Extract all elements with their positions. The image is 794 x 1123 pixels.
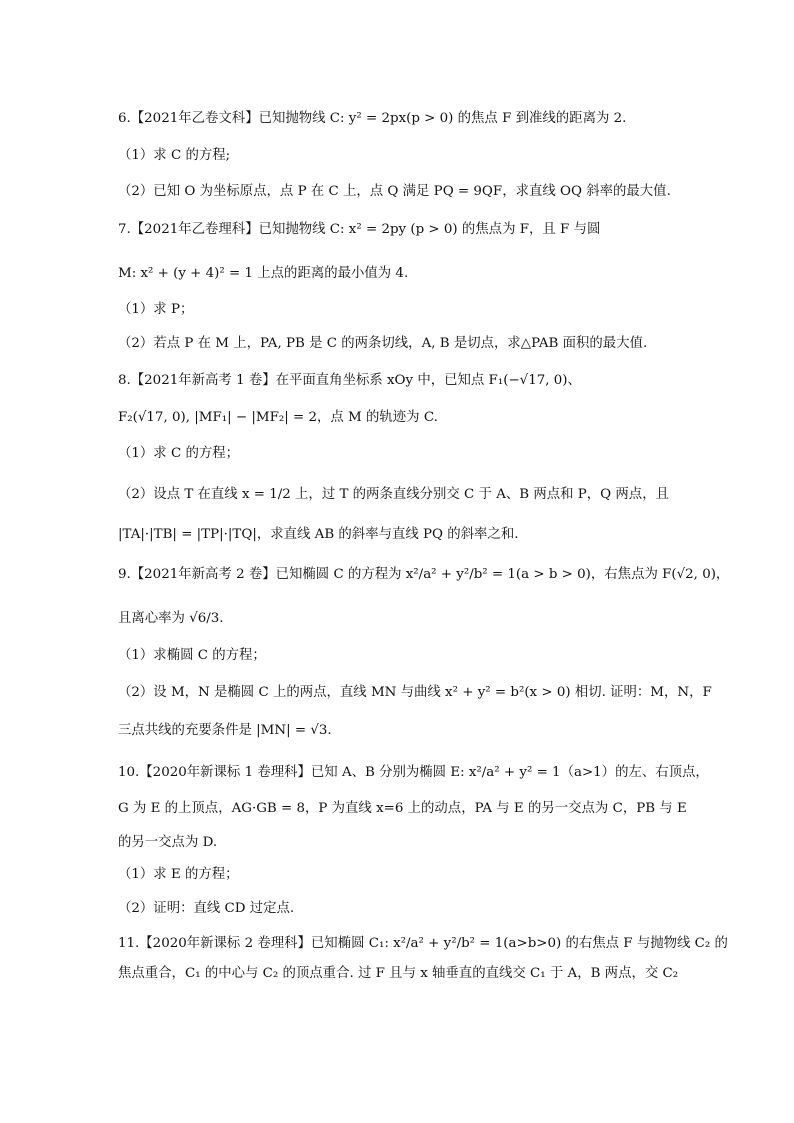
problem-6-part-2: （2）已知 O 为坐标原点，点 P 在 C 上，点 Q 满足 PQ = 9QF，求直线 OQ 斜率的最大值. — [118, 184, 671, 199]
problem-8-stem-line-1: 8.【2021年新高考 1 卷】在平面直角坐标系 xOy 中，已知点 F₁(−√17, 0)、 — [118, 373, 581, 388]
problem-9-stem-line-2: 且离心率为 √6/3. — [118, 611, 224, 626]
problem-10-part-1: （1）求 E 的方程； — [118, 867, 239, 882]
problem-7-stem-line-2: M: x² + (y + 4)² = 1 上点的距离的最小值为 4. — [118, 266, 409, 281]
problem-8-part-2-line-2: |TA|·|TB| = |TP|·|TQ|，求直线 AB 的斜率与直线 PQ 的斜率之和. — [118, 527, 519, 542]
problem-10-stem-line-3: 的另一交点为 D. — [118, 835, 218, 850]
problem-11-stem-line-2: 焦点重合，C₁ 的中心与 C₂ 的顶点重合. 过 F 且与 x 轴垂直的直线交 C₁ 于 A，B 两点，交 C₂ — [118, 966, 679, 981]
problem-8-part-1: （1）求 C 的方程； — [118, 446, 240, 461]
problem-11-stem-line-1: 11.【2020年新课标 2 卷理科】已知椭圆 C₁: x²/a² + y²/b² = 1(a>b>0) 的右焦点 F 与抛物线 C₂ 的 — [118, 936, 728, 951]
problem-10-part-2: （2）证明：直线 CD 过定点. — [118, 901, 295, 916]
problem-6-part-1: （1）求 C 的方程; — [118, 148, 231, 163]
problem-10-stem-line-1: 10.【2020年新课标 1 卷理科】已知 A、B 分别为椭圆 E: x²/a² + y² = 1（a>1）的左、右顶点， — [118, 765, 709, 780]
problem-10-stem-line-2: G 为 E 的上顶点，AG·GB = 8，P 为直线 x=6 上的动点，PA 与 E 的另一交点为 C，PB 与 E — [118, 801, 687, 816]
problem-8-part-2-line-1: （2）设点 T 在直线 x = 1/2 上，过 T 的两条直线分别交 C 于 A、B 两点和 P，Q 两点，且 — [118, 487, 669, 502]
problem-9-part-2-line-1: （2）设 M，N 是椭圆 C 上的两点，直线 MN 与曲线 x² + y² = b²(x > 0) 相切. 证明：M，N，F — [118, 685, 712, 700]
problem-9-part-2-line-2: 三点共线的充要条件是 |MN| = √3. — [118, 723, 332, 738]
problem-7-part-2: （2）若点 P 在 M 上，PA, PB 是 C 的两条切线，A, B 是切点，求△PAB 面积的最大值. — [118, 336, 648, 351]
problem-9-part-1: （1）求椭圆 C 的方程； — [118, 648, 266, 663]
problem-9-stem-line-1: 9.【2021年新高考 2 卷】已知椭圆 C 的方程为 x²/a² + y²/b² = 1(a > b > 0)，右焦点为 F(√2, 0)， — [118, 567, 730, 582]
problem-7-part-1: （1）求 P； — [118, 302, 194, 317]
problem-7-stem-line-1: 7.【2021年乙卷理科】已知抛物线 C: x² = 2py (p > 0) 的焦点为 F，且 F 与圆 — [118, 222, 601, 237]
problem-6-stem: 6.【2021年乙卷文科】已知抛物线 C: y² = 2px(p > 0) 的焦点 F 到准线的距离为 2. — [118, 111, 627, 126]
problem-8-stem-line-2: F₂(√17, 0), |MF₁| − |MF₂| = 2，点 M 的轨迹为 C. — [118, 410, 438, 425]
